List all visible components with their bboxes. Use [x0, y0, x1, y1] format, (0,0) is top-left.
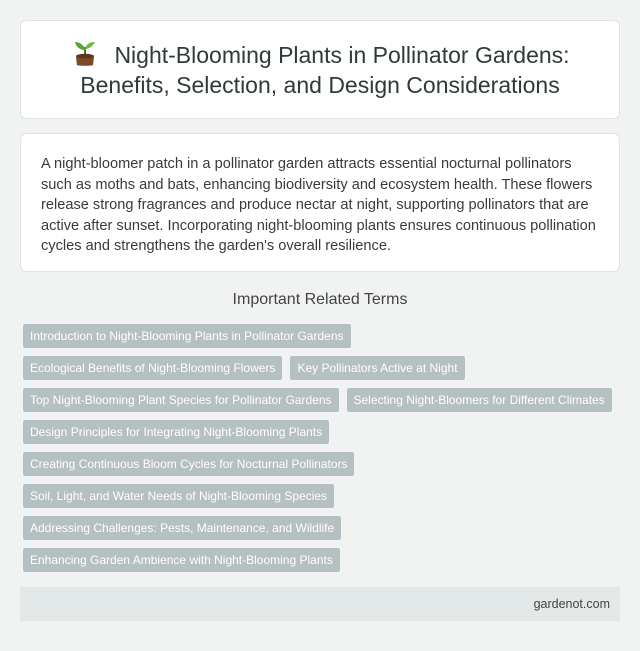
footer-site-link[interactable]: gardenot.com	[533, 597, 610, 611]
term-tag[interactable]: Selecting Night-Bloomers for Different Climates	[347, 388, 612, 412]
term-tag[interactable]: Creating Continuous Bloom Cycles for Nocturnal Pollinators	[23, 452, 354, 476]
term-tag[interactable]: Addressing Challenges: Pests, Maintenance, and Wildlife	[23, 516, 341, 540]
term-tag[interactable]: Top Night-Blooming Plant Species for Pollinator Gardens	[23, 388, 339, 412]
footer	[20, 587, 620, 621]
page-title-text: Night-Blooming Plants in Pollinator Gardens: Benefits, Selection, and Design Considerations	[80, 41, 570, 98]
term-tag[interactable]: Design Principles for Integrating Night-Blooming Plants	[23, 420, 329, 444]
title-card	[20, 20, 620, 119]
term-tag[interactable]: Key Pollinators Active at Night	[290, 356, 464, 380]
terms-list	[20, 324, 624, 580]
term-tag[interactable]: Ecological Benefits of Night-Blooming Flowers	[23, 356, 282, 380]
page-title	[45, 40, 595, 100]
sprout-icon	[70, 41, 100, 67]
term-tag[interactable]: Soil, Light, and Water Needs of Night-Blooming Species	[23, 484, 334, 508]
intro-paragraph: A night-bloomer patch in a pollinator garden attracts essential nocturnal pollinators such as moths and bats, enhancing biodiversity and ecosystem health. These flowers release strong fragrances and produce nectar at night, supporting pollinators that are active after sunset. Incorporating night-blooming plants ensures continuous pollination cycles and strengthens the garden's overall resilience.	[41, 156, 596, 254]
intro-card	[20, 133, 620, 272]
terms-heading: Important Related Terms	[232, 291, 408, 308]
term-tag[interactable]: Introduction to Night-Blooming Plants in Pollinator Gardens	[23, 324, 351, 348]
term-tag[interactable]: Enhancing Garden Ambience with Night-Blooming Plants	[23, 548, 340, 572]
